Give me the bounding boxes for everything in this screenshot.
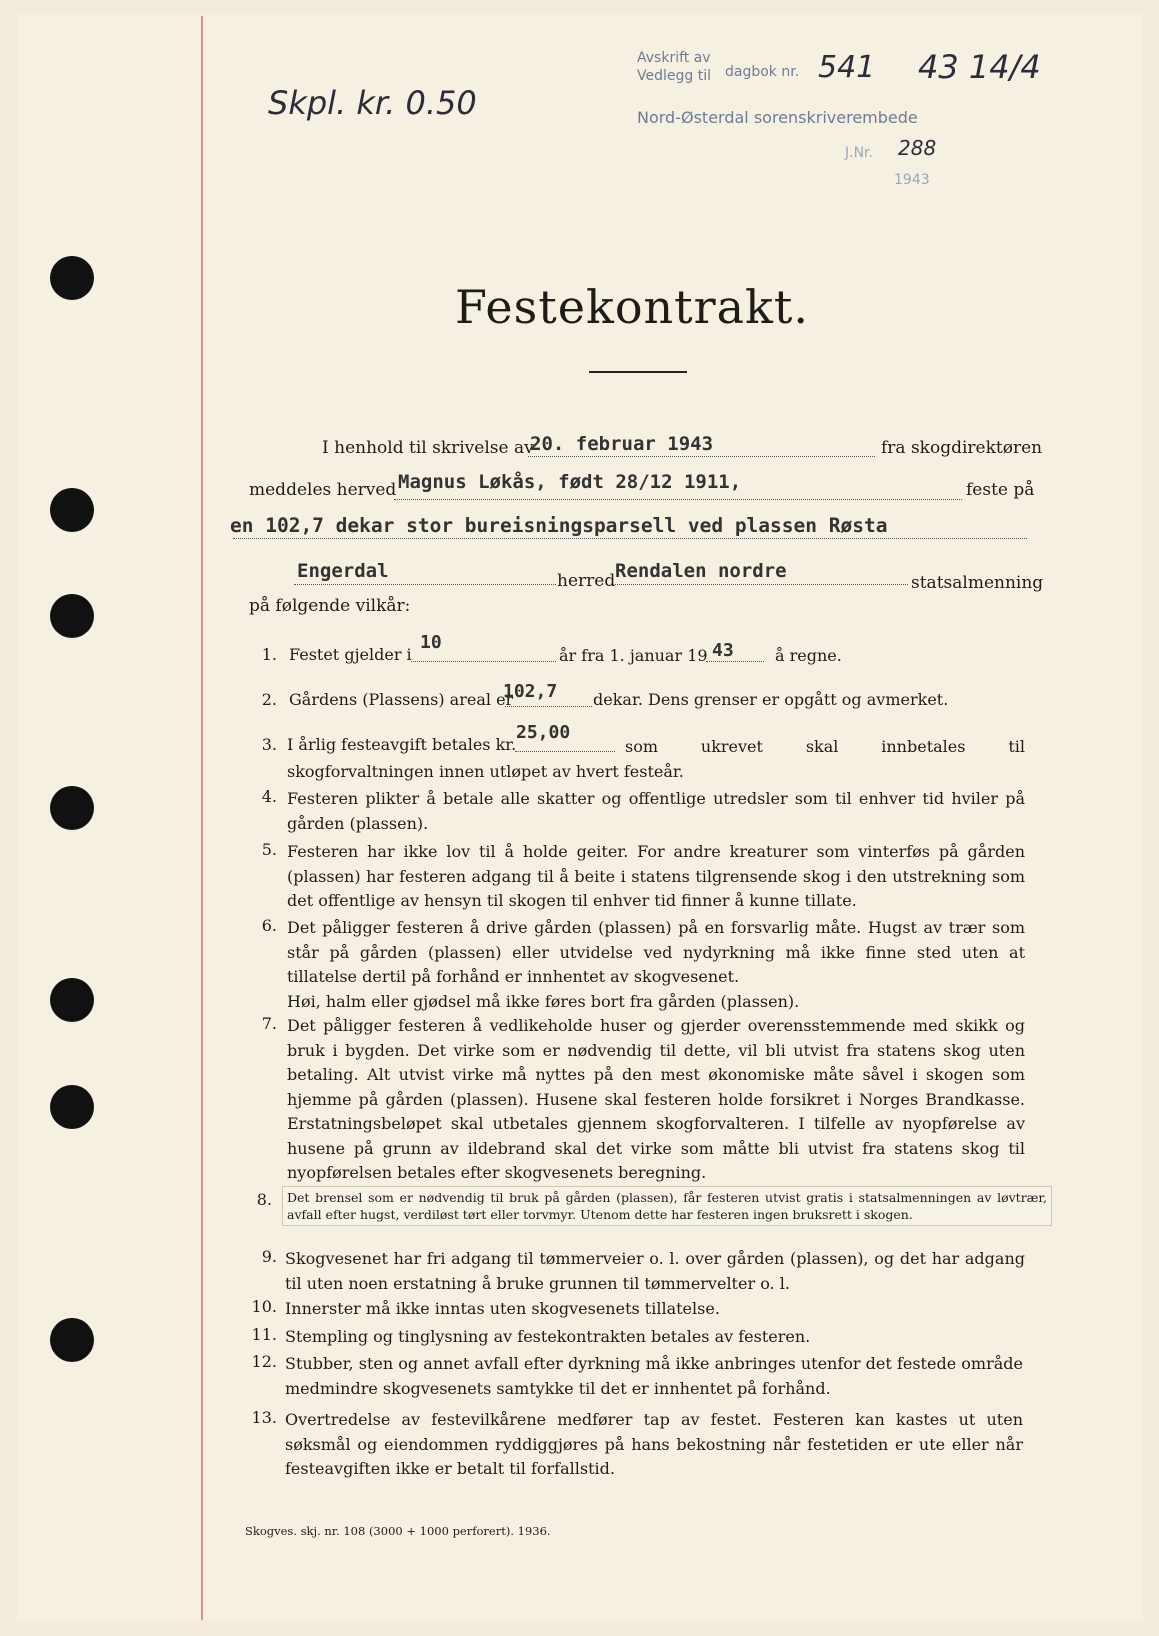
clause-13-text: Overtredelse av festevilkårene medfører tap av festet. Festeren kan kastes ut uten søksmål og eiendommen ryddiggjøres på hans bekostning når festetiden er ute eller når festeavgiften ikke er betalt til forfallstid. — [285, 1410, 1023, 1478]
clause-6-number: 6. — [261, 916, 277, 935]
lessee-name: Magnus Løkås, født 28/12 1911, — [398, 471, 742, 493]
clause-1-rest-2: å regne. — [775, 646, 842, 665]
punch-hole-4 — [50, 786, 94, 830]
journal-year: 1943 — [894, 172, 930, 188]
clause-11-text: Stempling og tinglysning av festekontrakten betales av festeren. — [285, 1327, 811, 1346]
clause-10-number: 10. — [251, 1297, 277, 1316]
clause-3-number: 3. — [261, 735, 277, 754]
clause-6-text-2: Høi, halm eller gjødsel må ikke føres bort fra gården (plassen). — [287, 992, 800, 1011]
dagbok-number: 541 — [818, 50, 876, 85]
conditions-label: på følgende vilkår: — [249, 596, 411, 616]
punch-hole-7 — [50, 1318, 94, 1362]
punch-hole-3 — [50, 594, 94, 638]
clause-12-text: Stubber, sten og annet avfall efter dyrkning må ikke anbringes utenfor det festede område medmindre skogvesenets samtykke til det er innhentet på forhånd. — [285, 1354, 1023, 1398]
lease-years: 10 — [420, 632, 442, 653]
clause-13-number: 13. — [251, 1408, 277, 1427]
clause-9-number: 9. — [261, 1247, 277, 1266]
clause-1-number: 1. — [261, 645, 277, 664]
punch-hole-2 — [50, 488, 94, 532]
intro-line2-suffix: feste på — [966, 480, 1035, 500]
clause-1-line — [411, 661, 556, 662]
document-title: Festekontrakt. — [455, 280, 810, 334]
stamp-line-1: Avskrift av — [637, 50, 711, 66]
commons-line — [613, 584, 908, 585]
clause-2-line — [505, 706, 592, 707]
clause-6-text: Det påligger festeren å drive gården (plassen) på en forsvarlig måte. Hugst av trær som står på gården (plassen) eller utvidelse ved nydyrkning må ikke finne sted uten at tillatelse dertil på forhånd er innhentet av skogvesenet. — [287, 918, 1025, 986]
herred-name: Engerdal — [297, 560, 389, 582]
clause-7-text: Det påligger festeren å vedlikeholde huser og gjerder overensstemmende med skikk og bruk i bygden. Det virke som er nødvendig til dette, vil bli utvist fra statens skog uten betaling. Alt utvist virke må nyttes på den mest økonomiske måte såvel i skogen som hjemme på gården (plassen). Husene skal festeren holde forsikret i Norges Brandkasse. Erstatningsbeløpet skal utbetales gjennem skogforvalteren. I tilfelle av nyopførelse av husene på grunn av ildebrand skal det virke som måtte bli utvist fra statens skog til nyopførelsen betales efter skogvesenets beregning. — [287, 1016, 1025, 1182]
clause-3-text: I årlig festeavgift betales kr. — [287, 735, 517, 754]
clause-8-number: 8. — [256, 1190, 272, 1209]
journal-label: J.Nr. — [845, 145, 873, 161]
clause-4-number: 4. — [261, 787, 277, 806]
fee-value: 25,00 — [516, 722, 571, 743]
clause-9-text: Skogvesenet har fri adgang til tømmerveier o. l. over gården (plassen), og det har adgang til uten noen erstatning å bruke grunnen til tømmervelter o. l. — [285, 1249, 1025, 1293]
intro-line2-prefix: meddeles herved — [249, 480, 397, 500]
clause-1-line-2 — [706, 661, 764, 662]
intro-line1-prefix: I henhold til skrivelse av — [322, 438, 534, 458]
clause-1-text: Festet gjelder i — [289, 645, 412, 664]
margin-rule — [201, 16, 203, 1620]
punch-hole-5 — [50, 978, 94, 1022]
area-value: 102,7 — [503, 681, 558, 702]
clause-10-text: Innerster må ikke inntas uten skogvesenets tillatelse. — [285, 1299, 720, 1318]
clause-1-rest: år fra 1. januar 19 — [559, 646, 708, 665]
parcel-description: en 102,7 dekar stor bureisningsparsell ved plassen Røsta — [230, 514, 888, 537]
stamp-line-2: Vedlegg til — [637, 68, 711, 84]
intro-line1-suffix: fra skogdirektøren — [881, 438, 1043, 458]
stamp-line-2-suffix: dagbok nr. — [725, 64, 800, 80]
clause-11-number: 11. — [251, 1325, 277, 1344]
clause-5-text: Festeren har ikke lov til å holde geiter. For andre kreaturer som vinterføs på gården (plassen) har festeren adgang til å beite i statens tilgrensende skog i den utstrekning som det offentlige av hensyn til skogen til enhver tid finner å kunne tillate. — [287, 842, 1025, 910]
clause-2-rest: dekar. Dens grenser er opgått og avmerket. — [593, 690, 949, 709]
handwritten-note: Skpl. kr. 0.50 — [268, 84, 477, 122]
clause-4-text: Festeren plikter å betale alle skatter og offentlige utredsler som til enhver tid hviler på gården (plassen). — [287, 789, 1025, 833]
clause-5-number: 5. — [261, 840, 277, 859]
journal-number: 288 — [898, 136, 937, 160]
clause-12-number: 12. — [251, 1352, 277, 1371]
statsalmenning-label: statsalmenning — [911, 573, 1044, 593]
statsalmenning-name: Rendalen nordre — [615, 560, 787, 582]
place-line — [294, 584, 556, 585]
letter-date: 20. februar 1943 — [530, 433, 714, 455]
parcel-line — [233, 538, 1027, 539]
punch-hole-6 — [50, 1085, 94, 1129]
form-footer: Skogves. skj. nr. 108 (3000 + 1000 perforert). 1936. — [245, 1524, 551, 1538]
punch-hole-1 — [50, 256, 94, 300]
herred-label: herred — [557, 571, 616, 591]
clause-2-text: Gårdens (Plassens) areal er — [289, 690, 514, 709]
title-underline — [589, 371, 687, 373]
clause-7-number: 7. — [261, 1014, 277, 1033]
stamp-date: 43 14/4 — [918, 48, 1041, 86]
person-line — [394, 499, 962, 500]
lease-start-year: 43 — [712, 640, 734, 661]
clause-3-rest: som ukrevet skal innbetales til skogforvaltningen innen utløpet av hvert festeår. — [287, 737, 1025, 781]
stamp-line-3: Nord-Østerdal sorenskriverembede — [637, 108, 918, 127]
letter-date-line — [528, 456, 875, 457]
clause-8-text: Det brensel som er nødvendig til bruk på gården (plassen), får festeren utvist gratis i statsalmenningen av løvtrær, avfall efter hugst, verdiløst tørt eller torvmyr. Utenom dette har festeren ingen bruksrett i skogen. — [282, 1186, 1052, 1226]
clause-2-number: 2. — [261, 690, 277, 709]
